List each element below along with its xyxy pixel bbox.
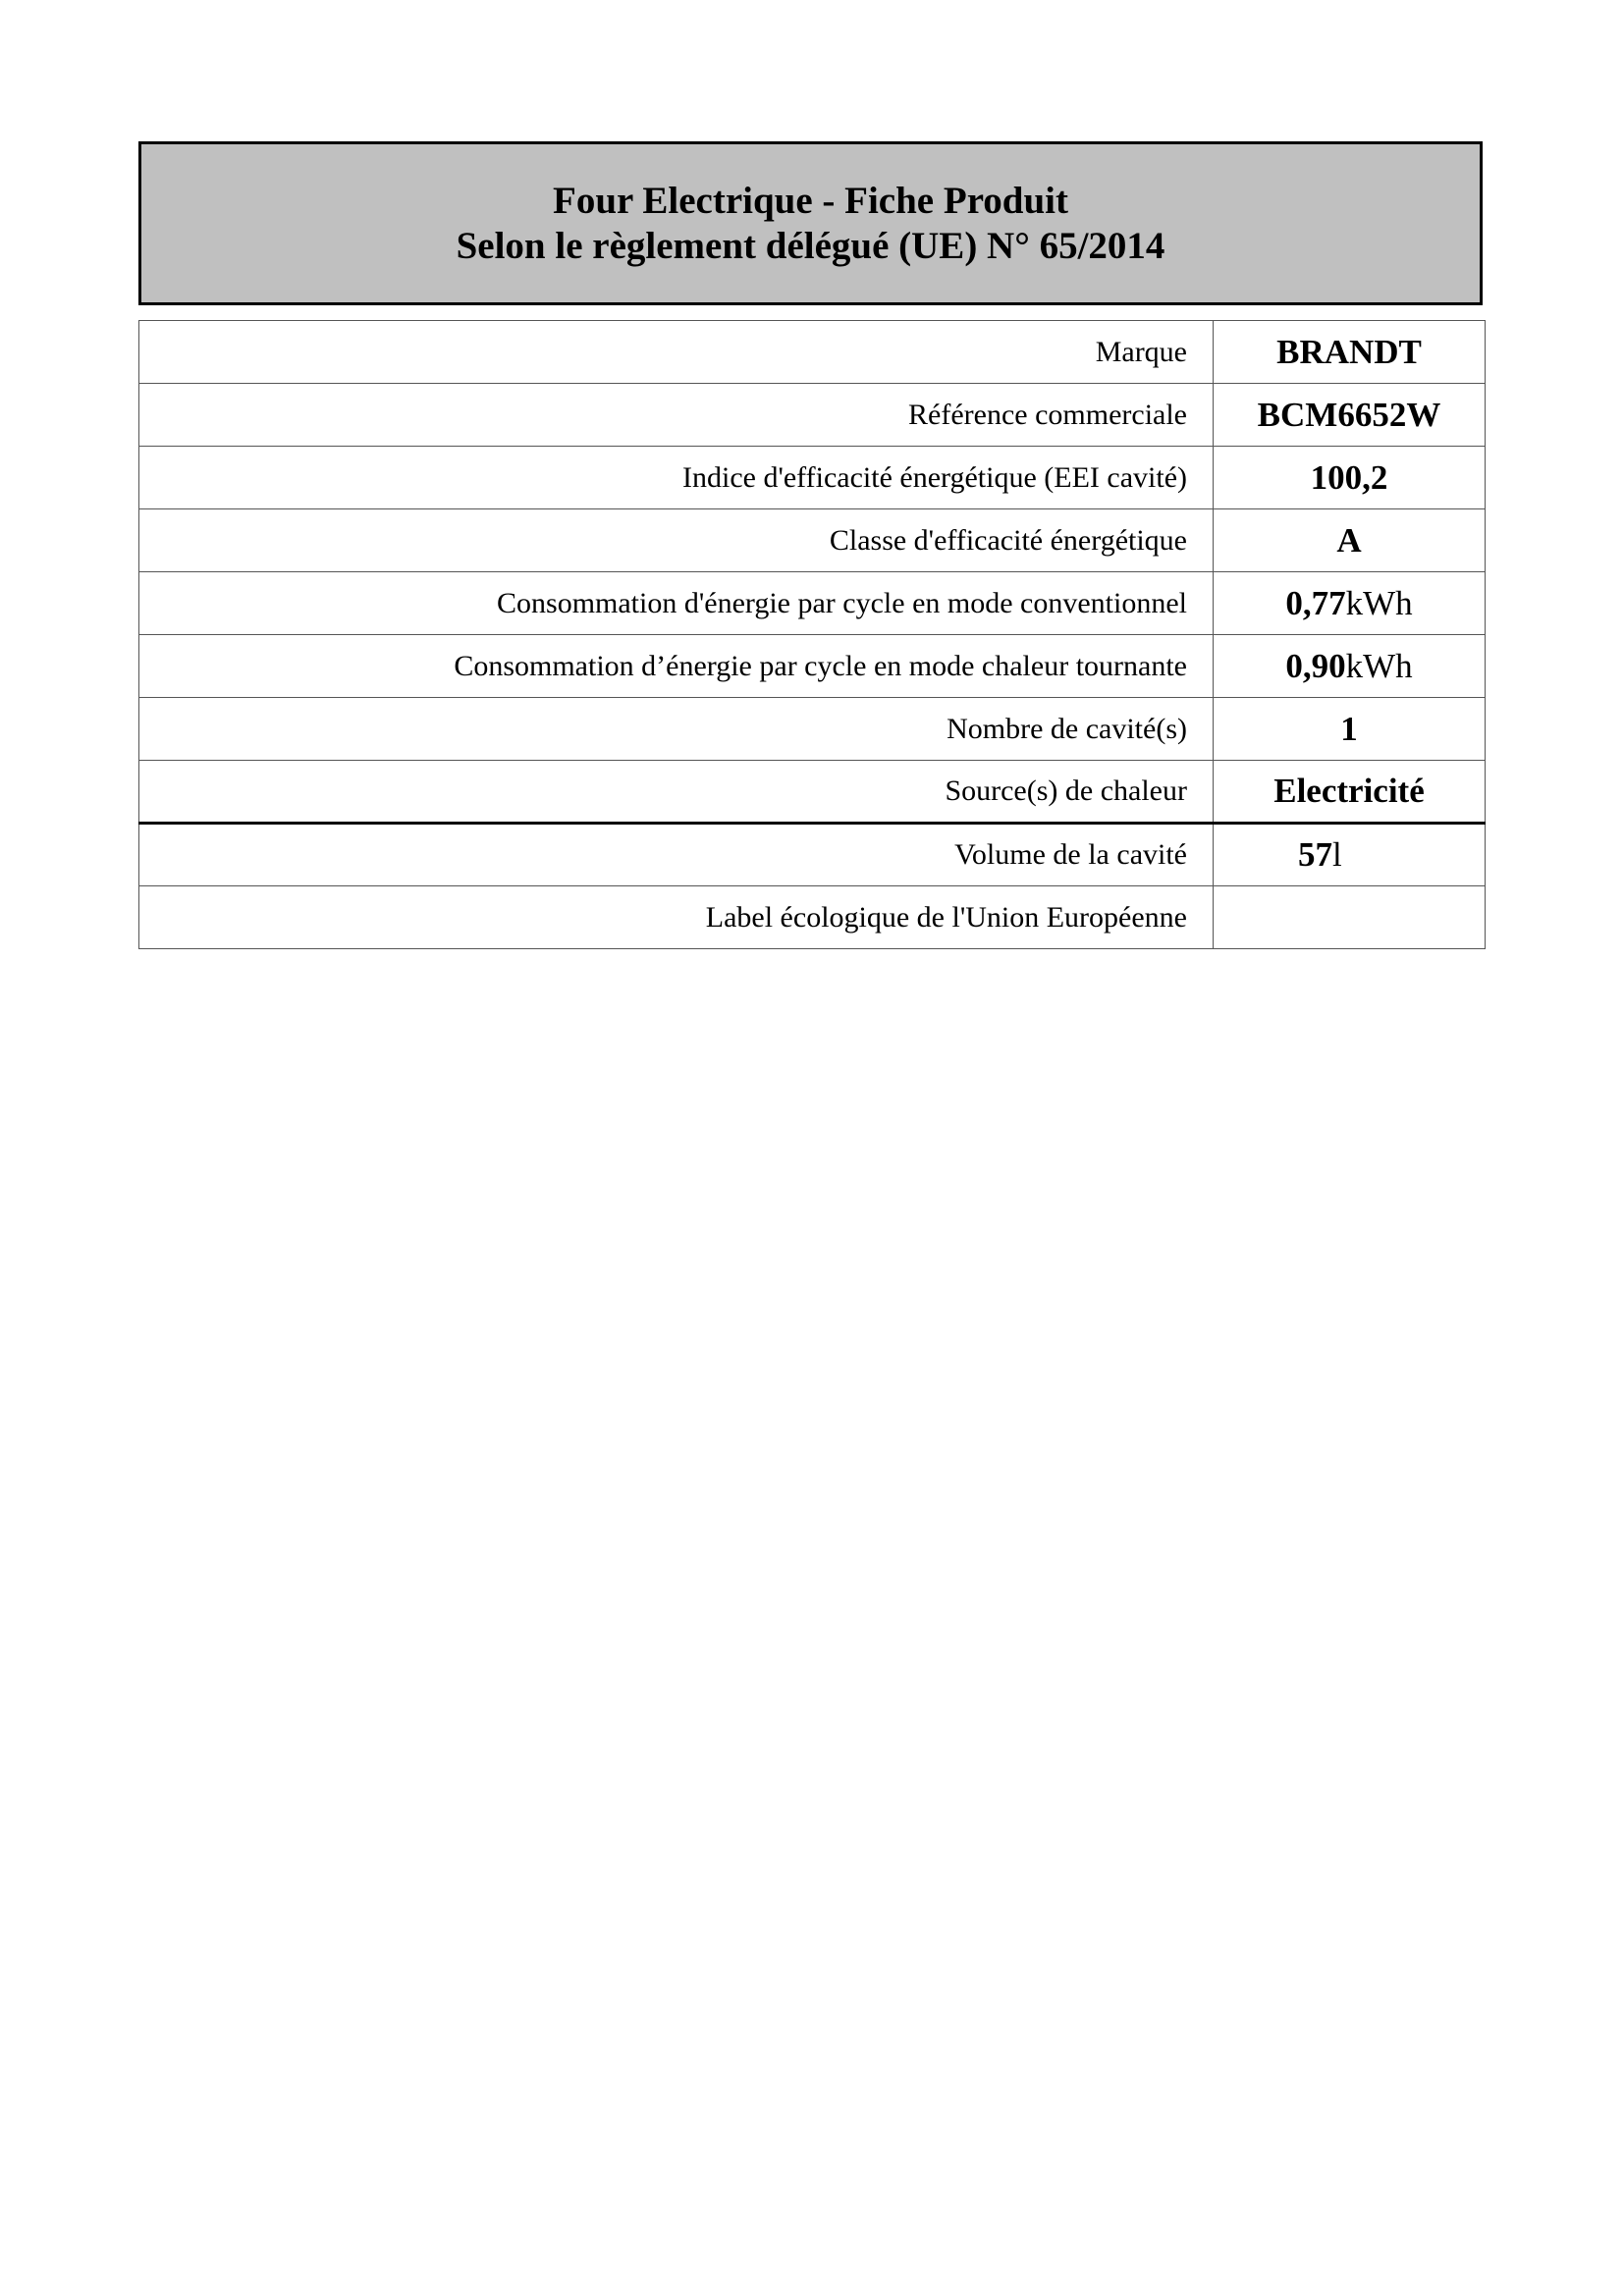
table-row-source-chaleur (139, 761, 1486, 824)
table-row-conso-chaleur-tournante (139, 635, 1486, 698)
row-value (1214, 698, 1486, 761)
document-header (138, 141, 1483, 305)
value-text: 0,77 (1285, 583, 1346, 622)
header-title-line2: Selon le règlement délégué (UE) N° 65/2014 (456, 224, 1165, 267)
table-row-nombre-cavites (139, 698, 1486, 761)
value-unit: l (1332, 835, 1342, 874)
product-spec-table (138, 320, 1486, 949)
row-label: Indice d'efficacité énergétique (EEI cavité) (139, 447, 1214, 509)
header-title-line1: Four Electrique - Fiche Produit (553, 179, 1068, 222)
table-row-volume (139, 824, 1486, 886)
row-label: Volume de la cavité (139, 824, 1214, 886)
value-text: 100,2 (1310, 457, 1388, 497)
table-row-energy-class (139, 509, 1486, 572)
value-text: 0,90 (1285, 646, 1346, 685)
table-row-label-ecologique (139, 886, 1486, 949)
value-text: Electricité (1273, 772, 1425, 810)
row-label: Source(s) de chaleur (139, 761, 1214, 824)
row-value (1214, 321, 1486, 384)
value-text: BRANDT (1276, 332, 1422, 371)
row-label: Marque (139, 321, 1214, 384)
value-text: A (1336, 520, 1362, 560)
row-value (1214, 824, 1486, 886)
table-row-conso-conventionnel (139, 572, 1486, 635)
value-unit: kWh (1345, 583, 1413, 622)
row-label: Consommation d'énergie par cycle en mode conventionnel (139, 572, 1214, 635)
row-label: Nombre de cavité(s) (139, 698, 1214, 761)
row-value (1214, 572, 1486, 635)
value-text: BCM6652W (1257, 395, 1441, 434)
row-label: Référence commerciale (139, 384, 1214, 447)
table-row-marque (139, 321, 1486, 384)
row-value (1214, 886, 1486, 949)
table-row-eei (139, 447, 1486, 509)
row-value (1214, 635, 1486, 698)
table-row-reference (139, 384, 1486, 447)
row-value (1214, 761, 1486, 824)
value-text: 1 (1340, 709, 1358, 748)
row-value (1214, 384, 1486, 447)
row-label: Classe d'efficacité énergétique (139, 509, 1214, 572)
value-unit: kWh (1345, 646, 1413, 685)
row-label: Consommation d’énergie par cycle en mode chaleur tournante (139, 635, 1214, 698)
row-value (1214, 509, 1486, 572)
value-text: 57 (1298, 835, 1332, 874)
row-value (1214, 447, 1486, 509)
row-label: Label écologique de l'Union Européenne (139, 886, 1214, 949)
